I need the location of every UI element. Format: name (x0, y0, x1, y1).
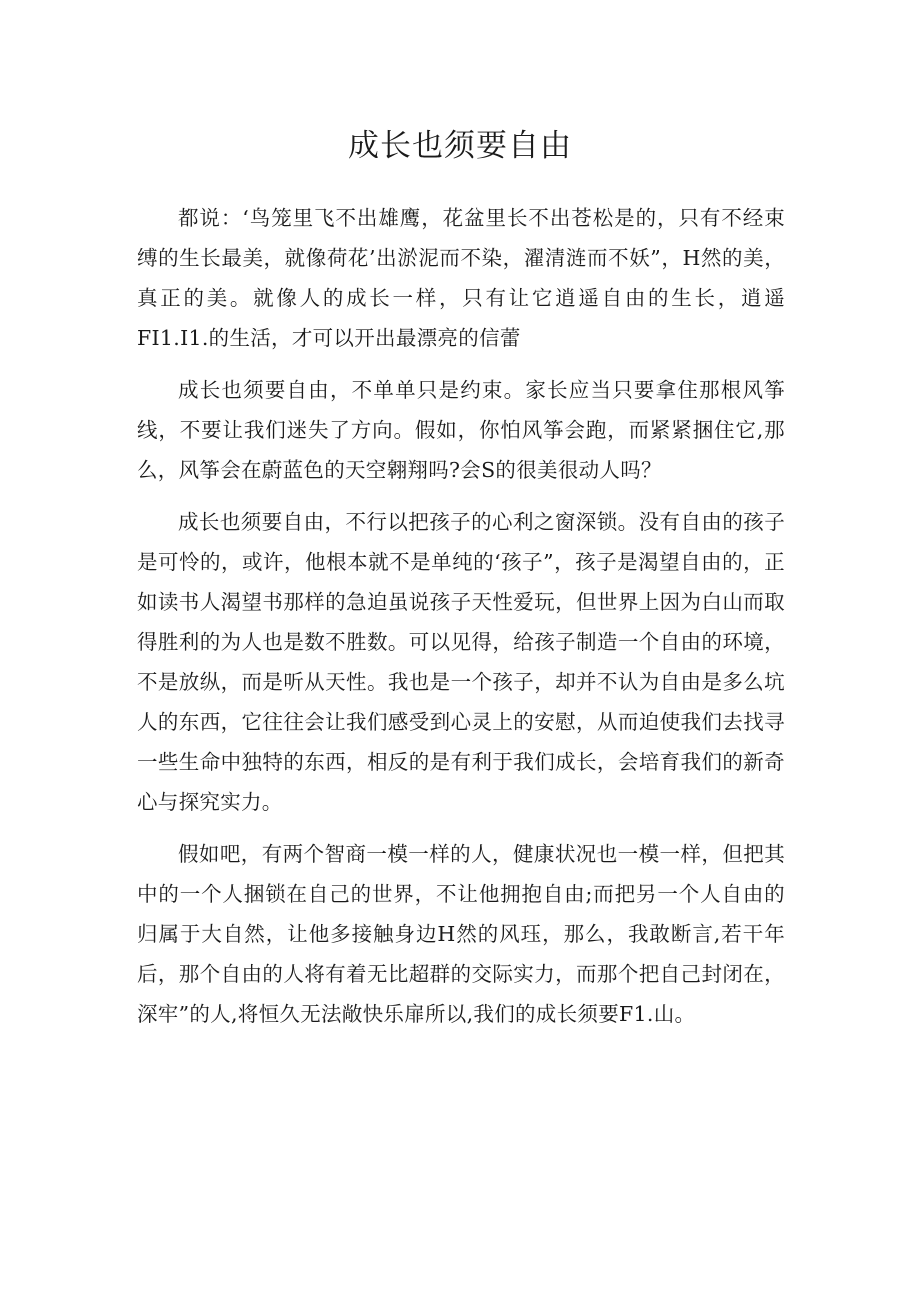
paragraph-2: 成长也须要自由，不单单只是约束。家长应当只要拿住那根风筝线，不要让我们迷失了方向。假如，你怕风筝会跑，而紧紧捆住它,那么，风筝会在蔚蓝色的天空翱翔吗?会S的很美很动人吗？ (137, 378, 785, 482)
paragraph-4: 假如吧，有两个智商一模一样的人，健康状况也一模一样，但把其中的一个人捆锁在自己的世界，不让他拥抱自由;而把另一个人自由的归属于大自然，让他多接触身边H然的风珏，那么，我敢断言,若干年后，那个自由的人将有着无比超群的交际实力，而那个把自己封闭在，深牢”的人,将恒久无法敞快乐扉所以,我们的成长须要F1.山。 (137, 842, 785, 1026)
paragraph-3: 成长也须要自由，不行以把孩子的心利之窗深锁。没有自由的孩子是可怜的，或许，他根本就不是单纯的‘孩子”，孩子是渴望自由的，正如读书人渴望书那样的急迫虽说孩子天性爱玩，但世界上因为白山而取得胜利的为人也是数不胜数。可以见得，给孩子制造一个自由的环境，不是放纵，而是听从天性。我也是一个孩子，却并不认为自由是多么坑人的东西，它往往会让我们感受到心灵上的安慰，从而迫使我们去找寻一些生命中独特的东西，相反的是有利于我们成长，会培育我们的新奇心与探究实力。 (137, 510, 785, 814)
document-body (137, 198, 785, 1046)
document-title: 成长也须要自由 (348, 128, 572, 164)
paragraph-1: 都说：‘鸟笼里飞不出雄鹰，花盆里长不出苍松是的，只有不经束缚的生长最美，就像荷花’出淤泥而不染，濯清涟而不妖”，H然的美，真正的美。就像人的成长一样，只有让它逍遥自由的生长，逍遥FI1.I1.的生活，才可以开出最漂亮的信蕾 (137, 206, 785, 350)
